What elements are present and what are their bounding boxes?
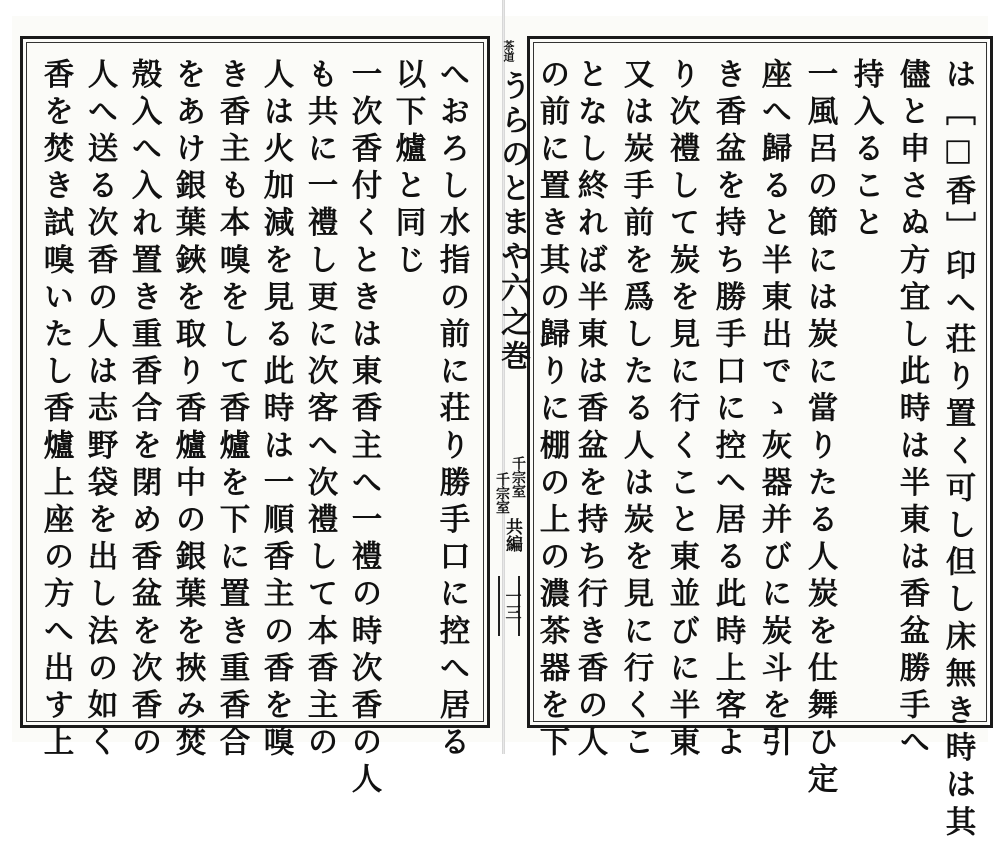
author-line-1: 千宗室 bbox=[510, 456, 526, 498]
author-line-2: 千宗室 bbox=[494, 472, 510, 514]
right-page-column-9: となし終れば半東は香盆を持ち行き香の人 bbox=[572, 58, 608, 763]
right-page-column-8: 又は炭手前を爲したる人は炭を見に行くこ bbox=[618, 58, 654, 763]
volume-label: 六之巻 bbox=[495, 272, 530, 374]
left-page-column-7: をあけ銀葉鋏を取り香爐中の銀葉を挾み焚 bbox=[170, 58, 206, 763]
right-page-column-3: 持入ること bbox=[848, 58, 884, 244]
book-title: うらのとまや bbox=[495, 70, 530, 274]
left-page-column-5: 人は火加減を見る此時は一順香主の香を嗅 bbox=[258, 58, 294, 763]
left-page-column-1: へおろし水指の前に荘り勝手口に控へ居る bbox=[434, 58, 470, 763]
left-page-column-4: も共に一禮し更に次客へ次禮して本香主の bbox=[302, 58, 338, 763]
right-page-column-4: 一風呂の節には炭に當りたる人炭を仕舞ひ定 bbox=[802, 58, 838, 800]
right-page-column-6: き香盆を持ち勝手口に控へ居る此時上客よ bbox=[710, 58, 746, 763]
left-page-column-3: 一次香付くときは東香主へ一禮の時次香の人 bbox=[346, 58, 382, 800]
left-page-column-2: 以下爐と同じ bbox=[390, 58, 426, 281]
page-number: 一三 bbox=[503, 588, 522, 620]
author-role: 共編 bbox=[502, 518, 522, 552]
right-page-column-7: り次禮して炭を見に行くこと東並びに半東 bbox=[664, 58, 700, 763]
right-page-column-1: は［□香］印へ荘り置く可し但し床無き時は其 bbox=[940, 58, 976, 843]
left-page-column-8: 殻入へ入れ置き重香合を閉め香盆を次香の bbox=[126, 58, 162, 763]
right-page-column-2: 儘と申さぬ方宜し此時は半東は香盆勝手へ bbox=[894, 58, 930, 763]
right-page-column-10: の前に置き其の歸りに棚の上の濃茶器を下 bbox=[534, 58, 570, 763]
page-number-bracket-left bbox=[498, 576, 500, 636]
right-page-column-5: 座へ歸ると半東出でゝ灰器并びに炭斗を引 bbox=[756, 58, 792, 763]
series-label: 茶道 bbox=[502, 40, 515, 62]
left-page-column-10: 香を焚き試嗅いたし香爐上座の方へ出す上 bbox=[38, 58, 74, 763]
left-page-column-6: き香主も本嗅をして香爐を下に置き重香合 bbox=[214, 58, 250, 763]
left-page-column-9: 人へ送る次香の人は志野袋を出し法の如く bbox=[82, 58, 118, 763]
center-gutter bbox=[490, 36, 530, 728]
